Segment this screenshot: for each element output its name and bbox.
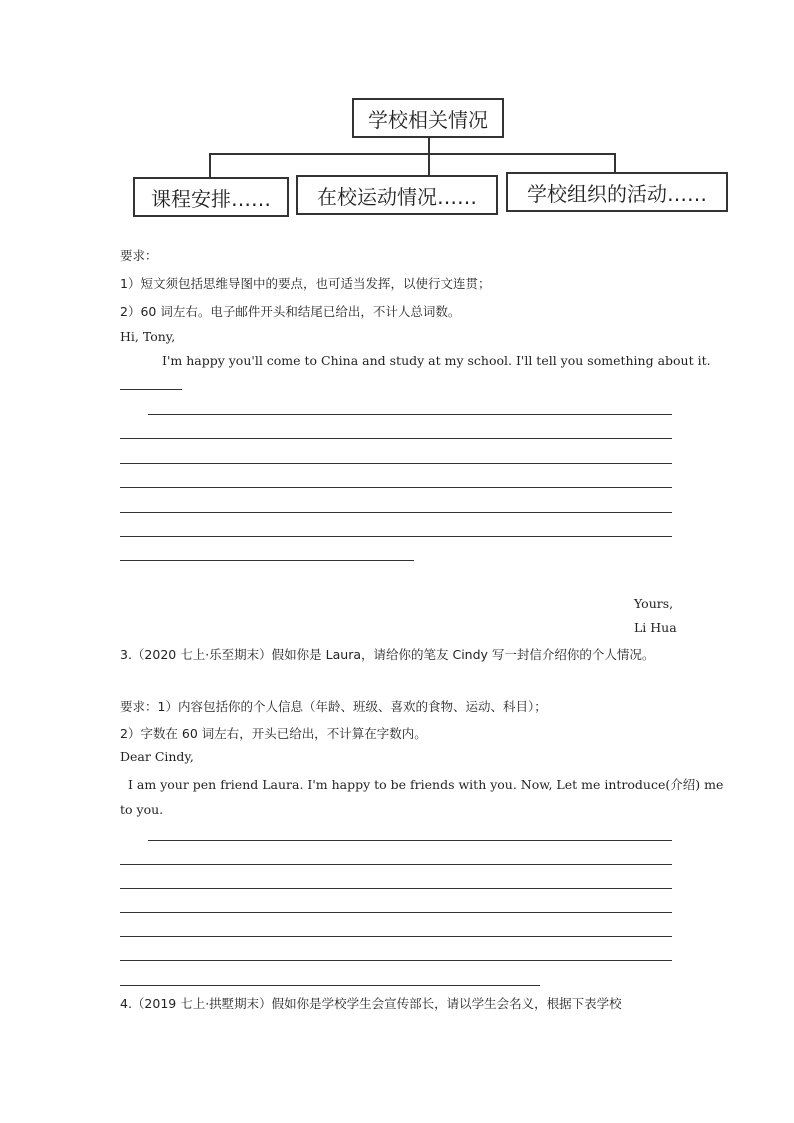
q3-writing-line [120,960,672,961]
q2-writing-line [120,463,672,464]
q3-stem: 3.（2020 七上·乐至期末）假如你是 Laura，请给你的笔友 Cindy 写一封信介绍你的个人情况。 [120,647,655,662]
q3-opening-line-1: I am your pen friend Laura. I'm happy to be friends with you. Now, Let me introduce(介绍) me [128,777,724,792]
q3-greeting: Dear Cindy, [120,749,194,764]
q3-writing-line [120,985,540,986]
mindmap-child-1-label: 课程安排…… [151,186,271,211]
q3-requirement-2: 2）字数在 60 词左右，开头已给出，不计算在字数内。 [120,726,427,741]
mindmap-child-3-label: 学校组织的活动…… [527,181,707,206]
q2-greeting: Hi, Tony, [120,329,176,344]
q2-writing-line [120,487,672,488]
mindmap-connector-left [209,153,211,177]
q2-writing-line [120,536,672,537]
mindmap-root [352,98,504,138]
mindmap-connector-middle [428,153,430,175]
mindmap-child-1 [133,177,289,217]
q2-opening: I'm happy you'll come to China and study at my school. I'll tell you something about it. [162,353,711,368]
mindmap-connector-right [614,153,616,173]
q2-writing-line [148,414,672,415]
q2-writing-line [120,560,414,561]
q4-stem: 4.（2019 七上·拱墅期末）假如你是学校学生会宣传部长，请以学生会名义，根据下表学校 [120,996,622,1011]
q3-writing-line [120,888,672,889]
q3-opening-line-2: to you. [120,802,164,817]
q3-requirement-1: 要求：1）内容包括你的个人信息（年龄、班级、喜欢的食物、运动、科目）； [120,699,547,714]
q2-signature: Li Hua [634,620,677,635]
q3-writing-line [120,864,672,865]
q2-writing-line [120,438,672,439]
mindmap-connector-horizontal [209,153,616,155]
q2-requirements-title: 要求： [120,248,158,263]
mindmap-root-label: 学校相关情况 [368,107,488,132]
q2-writing-line [120,512,672,513]
mindmap-child-2-label: 在校运动情况…… [317,184,477,209]
q3-writing-line [120,936,672,937]
mindmap-connector-vertical [428,136,430,154]
mindmap-child-2 [296,175,498,215]
q3-writing-line [148,840,672,841]
mindmap-child-3 [506,172,728,212]
q2-closing: Yours, [634,596,674,611]
q2-writing-line [120,389,182,390]
q2-requirement-2: 2）60 词左右。电子邮件开头和结尾已给出，不计人总词数。 [120,304,461,319]
q2-requirement-1: 1）短文须包括思维导图中的要点，也可适当发挥，以使行文连贯； [120,276,491,291]
q3-writing-line [120,912,672,913]
